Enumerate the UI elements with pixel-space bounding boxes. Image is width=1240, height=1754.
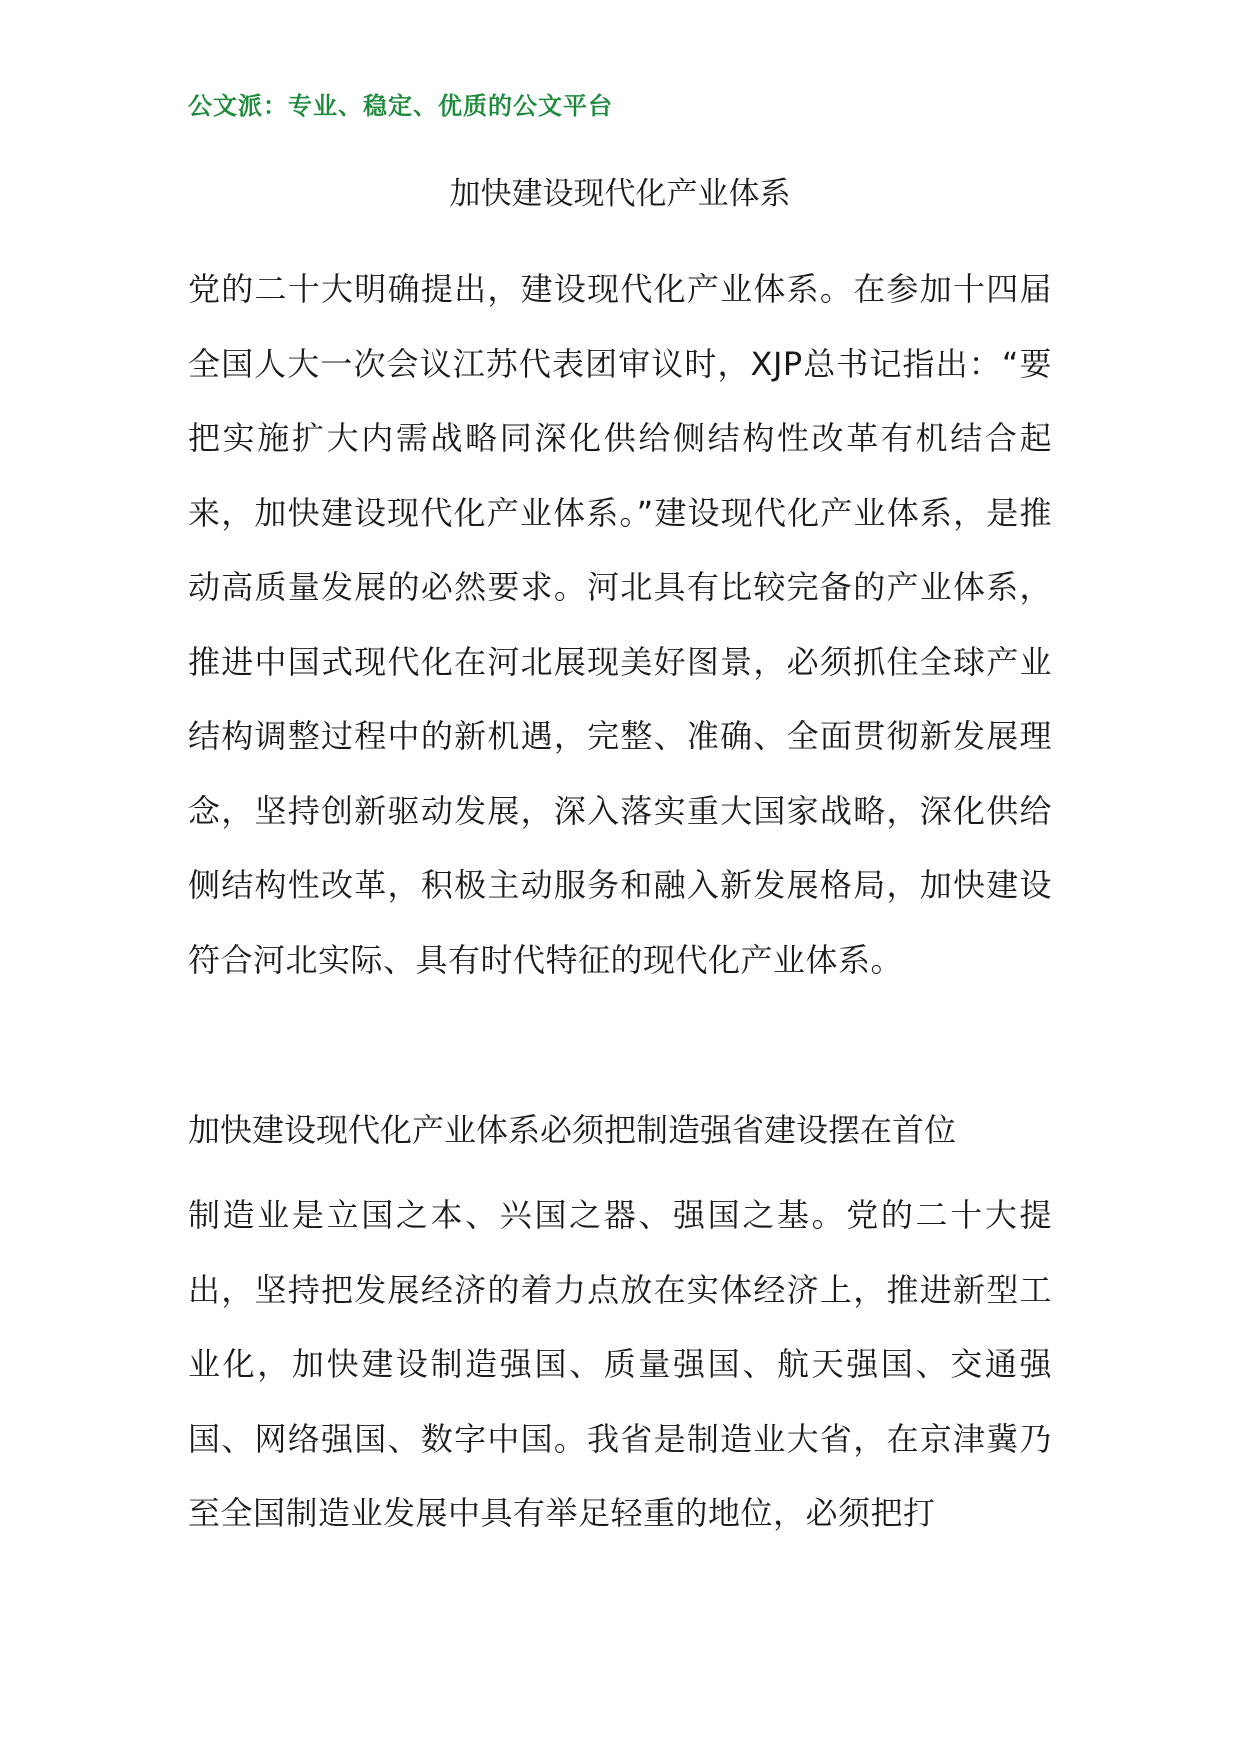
paragraph-intro: 党的二十大明确提出，建设现代化产业体系。在参加十四届全国人大一次会议江苏代表团审议时，XJP总书记指出：“要把实施扩大内需战略同深化供给侧结构性改革有机结合起来，加快建设现代化产业体系。”建设现代化产业体系，是推动高质量发展的必然要求。河北具有比较完备的产业体系，推进中国式现代化在河北展现美好图景，必须抓住全球产业结构调整过程中的新机遇，完整、准确、全面贯彻新发展理念，坚持创新驱动发展，深入落实重大国家战略，深化供给侧结构性改革，积极主动服务和融入新发展格局，加快建设符合河北实际、具有时代特征的现代化产业体系。 xyxy=(188,270,1052,979)
section-heading: 加快建设现代化产业体系必须把制造强省建设摆在首位 xyxy=(188,1111,957,1149)
brand-header: 公文派：专业、稳定、优质的公文平台 xyxy=(188,92,613,120)
document-title: 加快建设现代化产业体系 xyxy=(449,176,791,212)
paragraph-manufacturing: 制造业是立国之本、兴国之器、强国之基。党的二十大提出，坚持把发展经济的着力点放在实体经济上，推进新型工业化，加快建设制造强国、质量强国、航天强国、交通强国、网络强国、数字中国。我省是制造业大省，在京津冀乃至全国制造业发展中具有举足轻重的地位，必须把打 xyxy=(188,1196,1052,1532)
